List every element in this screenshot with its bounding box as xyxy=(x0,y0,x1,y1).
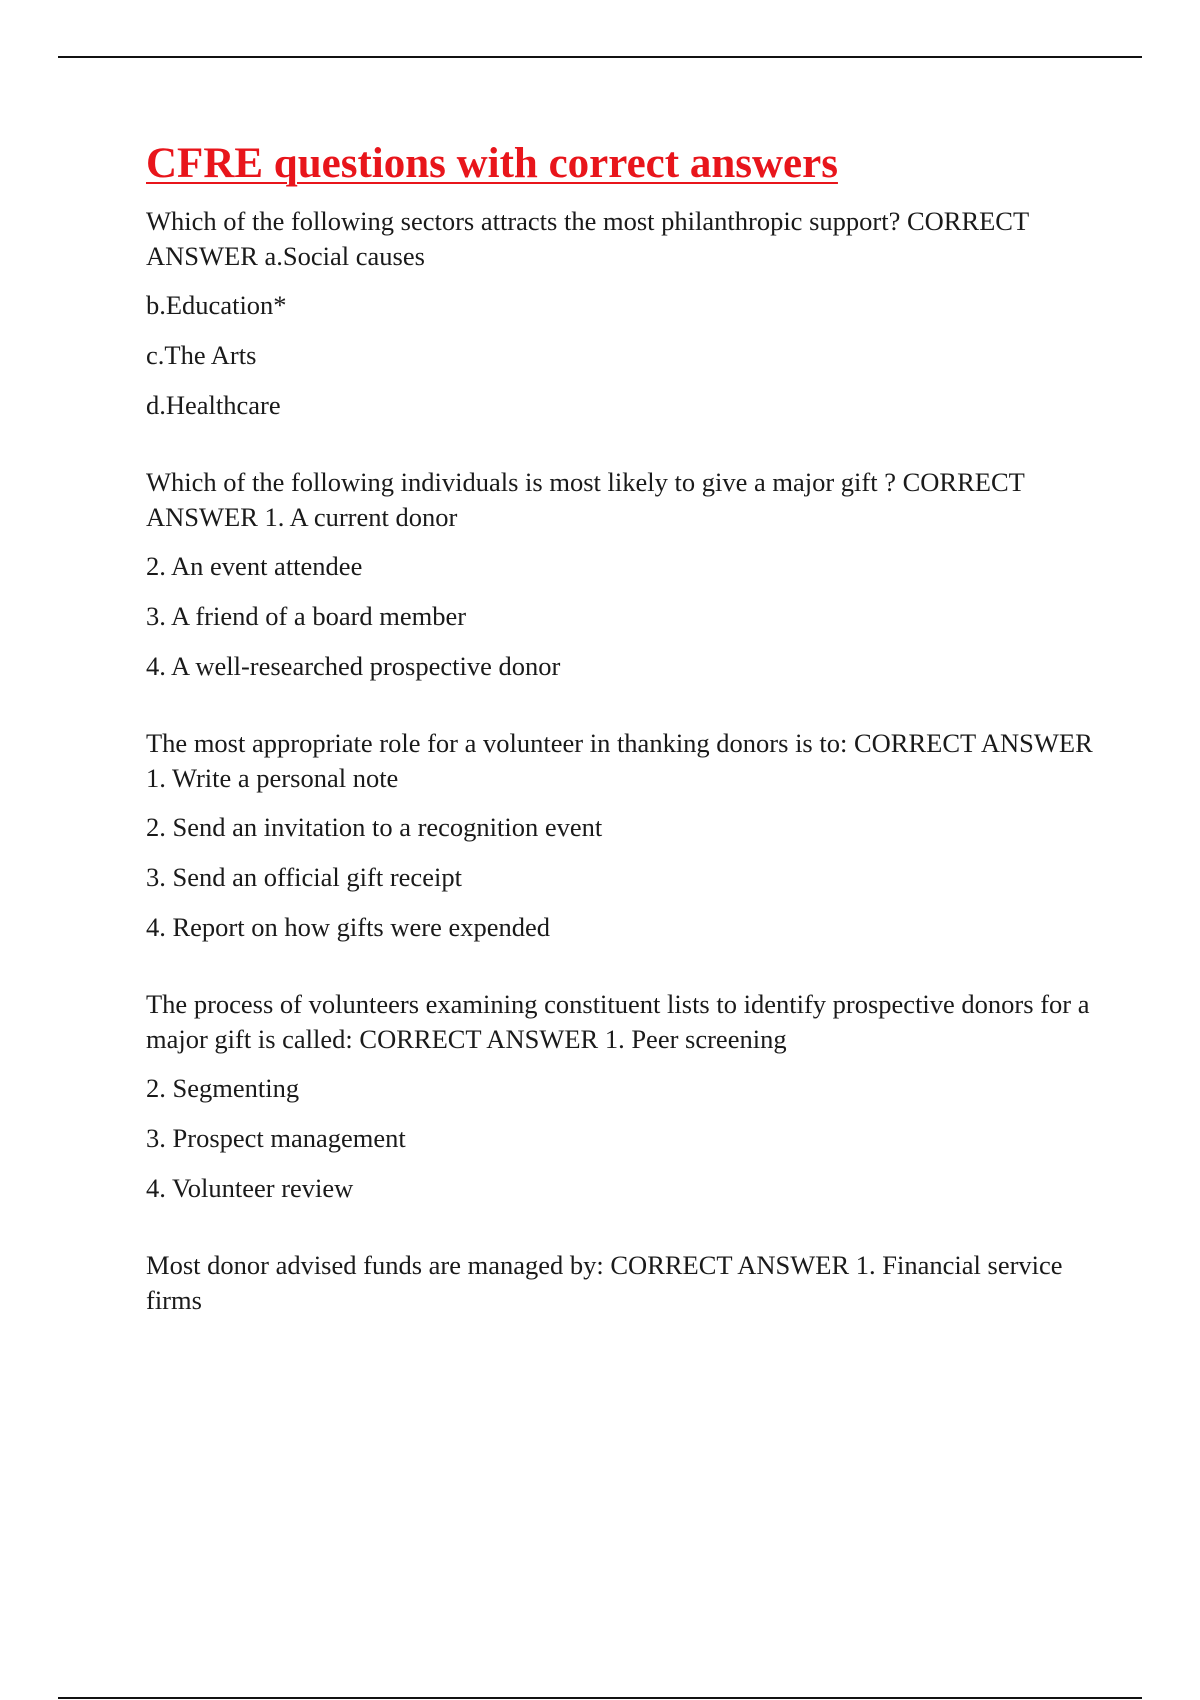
answer-option: 4. Volunteer review xyxy=(146,1172,354,1203)
question-block-1 xyxy=(146,204,1096,423)
answer-option: b.Education* xyxy=(146,289,287,320)
question-text: Which of the following sectors attracts the most philanthropic support? CORRECT ANSWER a.Social causes xyxy=(146,205,1029,271)
document-title: CFRE questions with correct answers xyxy=(146,140,838,187)
answer-option: 2. An event attendee xyxy=(146,550,363,581)
answer-option: 2. Send an invitation to a recognition event xyxy=(146,811,603,842)
header-rule xyxy=(58,56,1142,58)
question-text: The most appropriate role for a volunteer in thanking donors is to: CORRECT ANSWER 1. Write a personal note xyxy=(146,727,1093,793)
answer-option: 3. Send an official gift receipt xyxy=(146,861,462,892)
question-block-3 xyxy=(146,726,1096,945)
question-text: Which of the following individuals is most likely to give a major gift ? CORRECT ANSWER 1. A current donor xyxy=(146,466,1025,532)
answer-option: 2. Segmenting xyxy=(146,1072,300,1103)
answer-option: 3. Prospect management xyxy=(146,1122,406,1153)
answer-option: 3. A friend of a board member xyxy=(146,600,467,631)
answer-option: c.The Arts xyxy=(146,339,257,370)
question-block-5 xyxy=(146,1248,1096,1318)
answer-option: d.Healthcare xyxy=(146,389,281,420)
footer-rule xyxy=(58,1697,1142,1699)
question-block-2 xyxy=(146,465,1096,684)
question-text: Most donor advised funds are managed by: CORRECT ANSWER 1. Financial service firms xyxy=(146,1249,1063,1315)
document-body xyxy=(146,138,1096,1360)
question-text: The process of volunteers examining constituent lists to identify prospective donors for a major gift is called: CORRECT ANSWER 1. Peer screening xyxy=(146,988,1090,1054)
answer-option: 4. A well-researched prospective donor xyxy=(146,650,561,681)
question-block-4 xyxy=(146,987,1096,1206)
answer-option: 4. Report on how gifts were expended xyxy=(146,911,551,942)
